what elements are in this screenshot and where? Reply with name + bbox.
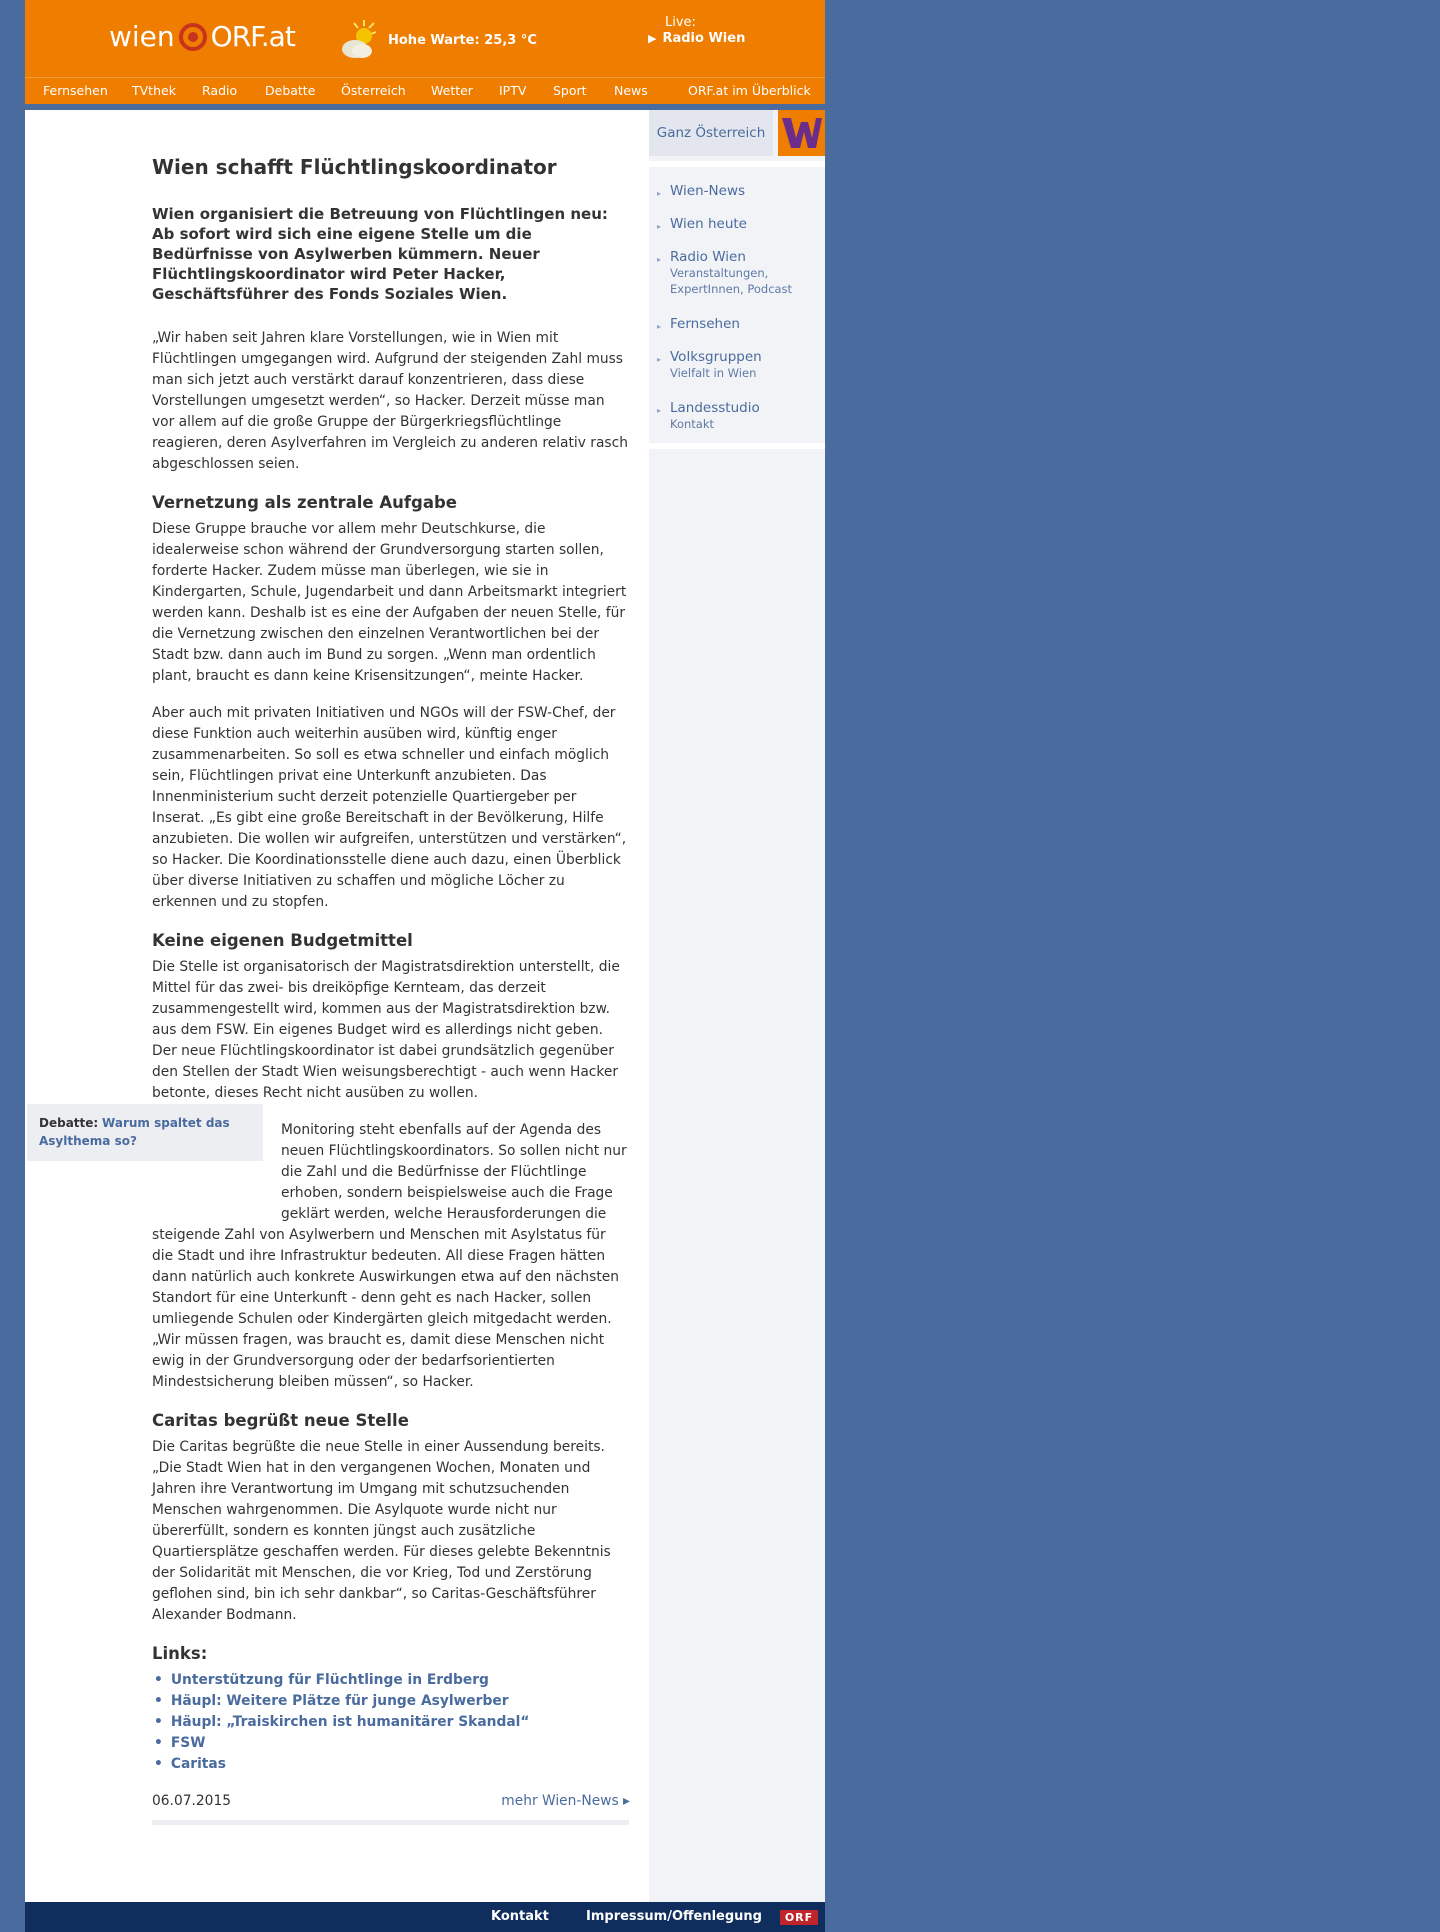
section-heading: Vernetzung als zentrale Aufgabe (152, 493, 457, 512)
bullet-arrow-icon: ▸ (657, 222, 662, 231)
nav-debatte[interactable]: Debatte (265, 83, 316, 98)
article-footer (152, 1791, 630, 1812)
sidebar-item-label: Wien-News (670, 183, 746, 199)
bullet-arrow-icon: ▸ (657, 406, 662, 415)
article-divider (152, 1820, 629, 1825)
sidebar-item-label: Fernsehen (670, 316, 740, 332)
sidebar (649, 110, 825, 1902)
footer-impressum-link[interactable]: Impressum/Offenlegung (586, 1909, 762, 1924)
footer-kontakt-link[interactable]: Kontakt (491, 1909, 549, 1924)
article-paragraph: Die Caritas begrüßte die neue Stelle in einer Aussendung bereits. „Die Stadt Wien hat in den vergangenen Wochen, Monaten und Jahren ihre Verantwortung im Umgang mit schutzsuchenden Menschen wahrgenommen. Die Asylquote wurde nicht nur übererfüllt, sondern es konnten jüngst auch zusätzliche Quartiersplätze geschaffen werden. Für dieses gelebte Bekenntnis der Solidarität mit Menschen, die vor Krieg, Tod und Zerstörung geflohen sind, bin ich sehr dankbar“, so Caritas-Geschäftsführer Alexander Bodmann. (152, 1439, 611, 1623)
sidebar-item-wien-heute[interactable] (657, 216, 747, 232)
related-link[interactable]: • Häupl: Weitere Plätze für junge Asylwerber (154, 1691, 630, 1712)
wien-w-logo[interactable] (778, 110, 825, 156)
footer (25, 1902, 825, 1932)
sun-cloud-icon (338, 18, 380, 62)
section-heading: Keine eigenen Budgetmittel (152, 931, 413, 950)
nav-sport[interactable]: Sport (553, 83, 587, 98)
live-radio[interactable] (648, 15, 745, 47)
sidebar-menu (649, 161, 825, 451)
debatte-link[interactable]: Warum spaltet das Asylthema so? (39, 1116, 230, 1148)
article-paragraph: Diese Gruppe brauche vor allem mehr Deutschkurse, die idealerweise schon während der Grundversorgung starten sollen, forderte Hacker. Zudem müsse man überlegen, wie sie in Kindergarten, Schule, Jugendarbeit und dann Arbeitsmarkt integriert werden kann. Deshalb ist es eine der Aufgaben der neuen Stelle, für die Vernetzung zwischen den einzelnen Verantwortlichen bei der Stadt bzw. dann auch im Bund zu sorgen. „Wenn man ordentlich plant, braucht es dann keine Krisensitzungen“, meinte Hacker. (152, 521, 627, 684)
article-paragraph: Aber auch mit privaten Initiativen und NGOs will der FSW-Chef, der diese Funktion auch weiterhin ausüben wird, künftig enger zusammenarbeiten. So soll es etwa schneller und einfach möglich sein, Flüchtlingen privat eine Unterkunft anzubieten. Das Innenministerium sucht derzeit potenzielle Quartiergeber per Inserat. „Es gibt eine große Bereitschaft in der Bevölkerung, Hilfe anzubieten. Die wollen wir aufgreifen, unterstützen und verstärken“, so Hacker. Die Koordinationsstelle diene auch dazu, einen Überblick über diverse Initiativen zu schaffen und mögliche Löcher zu erkennen und zu stopfen. (152, 705, 627, 910)
sidebar-item-label: Wien heute (670, 216, 747, 232)
related-link[interactable]: • Häupl: „Traiskirchen ist humanitärer Skandal“ (154, 1712, 630, 1733)
header (25, 0, 825, 77)
page (25, 0, 825, 1932)
live-label: Live: (665, 15, 696, 30)
links-title: Links: (152, 1644, 208, 1663)
sidebar-item-sub: Veranstaltungen, ExpertInnen, Podcast (670, 266, 793, 296)
orf-footer-logo[interactable]: ORF (780, 1910, 818, 1925)
weather-widget[interactable] (338, 18, 537, 62)
live-station: Radio Wien (662, 31, 746, 46)
article-paragraph: Die Stelle ist organisatorisch der Magistratsdirektion unterstellt, die Mittel für das zwei- bis dreiköpfige Kernteam, das derzeit zusammengestellt wird, kommen aus der Magistratsdirektion bzw. aus dem FSW. Ein eigenes Budget wird es allerdings nicht geben. Der neue Flüchtlingskoordinator ist dabei grundsätzlich gegenüber den Stellen der Stadt Wien weisungsberechtigt - auch wenn Hacker betonte, dieses Recht nicht ausüben zu wollen. (152, 959, 620, 1101)
bullet-arrow-icon: ▸ (657, 255, 662, 264)
debatte-teaser[interactable] (27, 1104, 263, 1161)
weather-text: Hohe Warte: 25,3 °C (388, 32, 537, 48)
nav-wetter[interactable]: Wetter (431, 83, 473, 98)
play-icon: ▶ (648, 32, 657, 45)
bullet-arrow-icon: ▸ (657, 355, 662, 364)
sidebar-item-sub: Vielfalt in Wien (670, 366, 757, 380)
section-heading: Caritas begrüßt neue Stelle (152, 1411, 409, 1430)
nav-fernsehen[interactable]: Fernsehen (43, 83, 108, 98)
sidebar-item-landesstudio[interactable] (657, 400, 760, 432)
article (152, 152, 630, 1825)
wien-orf-logo[interactable] (109, 20, 295, 53)
sidebar-item-label: Volksgruppen (670, 349, 762, 365)
nav-oesterreich[interactable]: Österreich (341, 83, 406, 98)
nav-orf-ueberblick[interactable]: ORF.at im Überblick (688, 83, 811, 98)
bullet-arrow-icon: ▸ (657, 322, 662, 331)
nav-tvthek[interactable]: TVthek (132, 83, 176, 98)
nav-iptv[interactable]: IPTV (499, 83, 527, 98)
related-link[interactable]: • Unterstützung für Flüchtlinge in Erdberg (154, 1670, 630, 1691)
orf-eye-icon (179, 23, 207, 51)
links-list (152, 1670, 630, 1775)
article-date: 06.07.2015 (152, 1793, 231, 1809)
sidebar-divider (649, 443, 825, 449)
logo-orf-text: ORF.at (210, 20, 295, 53)
sidebar-item-volksgruppen[interactable] (657, 349, 762, 381)
article-title: Wien schafft Flüchtlingskoordinator (152, 155, 557, 179)
paragraph-text: Monitoring steht ebenfalls auf der Agenda des neuen Flüchtlingskoordinators. So sollen nicht nur die Zahl und die Bedürfnisse der Flüchtlinge erhoben, sondern beispielsweise auch die Frage geklärt werden, welche Herausforderungen die steigende Zahl von Asylwerbern und Menschen mit Asylstatus für die Stadt und ihre Infrastruktur bedeuten. All diese Fragen hätten dann natürlich auch konkrete Auswirkungen etwa auf den nächsten Standort für eine Unterkunft - denn geht es nach Hacker, sollen umliegende Schulen oder Kindergärten gleich mitgedacht werden. „Wir müssen fragen, was braucht es, damit diese Menschen nicht ewig in der Grundversorgung oder der bedarfsorientierten Mindestsicherung bleiben müssen“, so Hacker. (152, 1122, 627, 1390)
sidebar-item-fernsehen[interactable] (657, 316, 740, 332)
sidebar-item-radio-wien[interactable] (657, 249, 818, 297)
nav-radio[interactable]: Radio (202, 83, 238, 98)
bullet-arrow-icon: ▸ (657, 189, 662, 198)
debatte-label: Debatte: (39, 1116, 99, 1130)
article-lead: Wien organisiert die Betreuung von Flüchtlingen neu: Ab sofort wird sich eine eigene Stelle um die Bedürfnisse von Asylwerben kümmern. Neuer Flüchtlingskoordinator wird Peter Hacker, Geschäftsführer des Fonds Soziales Wien. (152, 205, 608, 303)
logo-wien-text: wien (109, 20, 175, 53)
sidebar-item-wien-news[interactable] (657, 183, 746, 199)
sidebar-item-label: Radio Wien (670, 249, 746, 265)
ganz-oesterreich-button[interactable]: Ganz Österreich (649, 110, 773, 156)
w-letter-icon (781, 116, 823, 150)
related-link[interactable]: • Caritas (154, 1754, 630, 1775)
main-nav (25, 77, 825, 104)
article-paragraph: „Wir haben seit Jahren klare Vorstellungen, wie in Wien mit Flüchtlingen umgegangen wird. Aufgrund der steigenden Zahl muss man sich jetzt auch verstärkt darauf konzentrieren, dass diese Vorstellungen umgesetzt werden“, so Hacker. Derzeit müsse man vor allem auf die große Gruppe der Bürgerkriegsflüchtlinge reagieren, deren Asylverfahren im Vergleich zu anderen relativ rasch abgeschlossen seien. (152, 330, 628, 472)
related-link[interactable]: • FSW (154, 1733, 630, 1754)
nav-news[interactable]: News (614, 83, 648, 98)
sidebar-item-sub: Kontakt (670, 417, 715, 431)
sidebar-item-label: Landesstudio (670, 400, 760, 416)
more-wien-news-link[interactable]: mehr Wien-News ▸ (501, 1793, 630, 1809)
